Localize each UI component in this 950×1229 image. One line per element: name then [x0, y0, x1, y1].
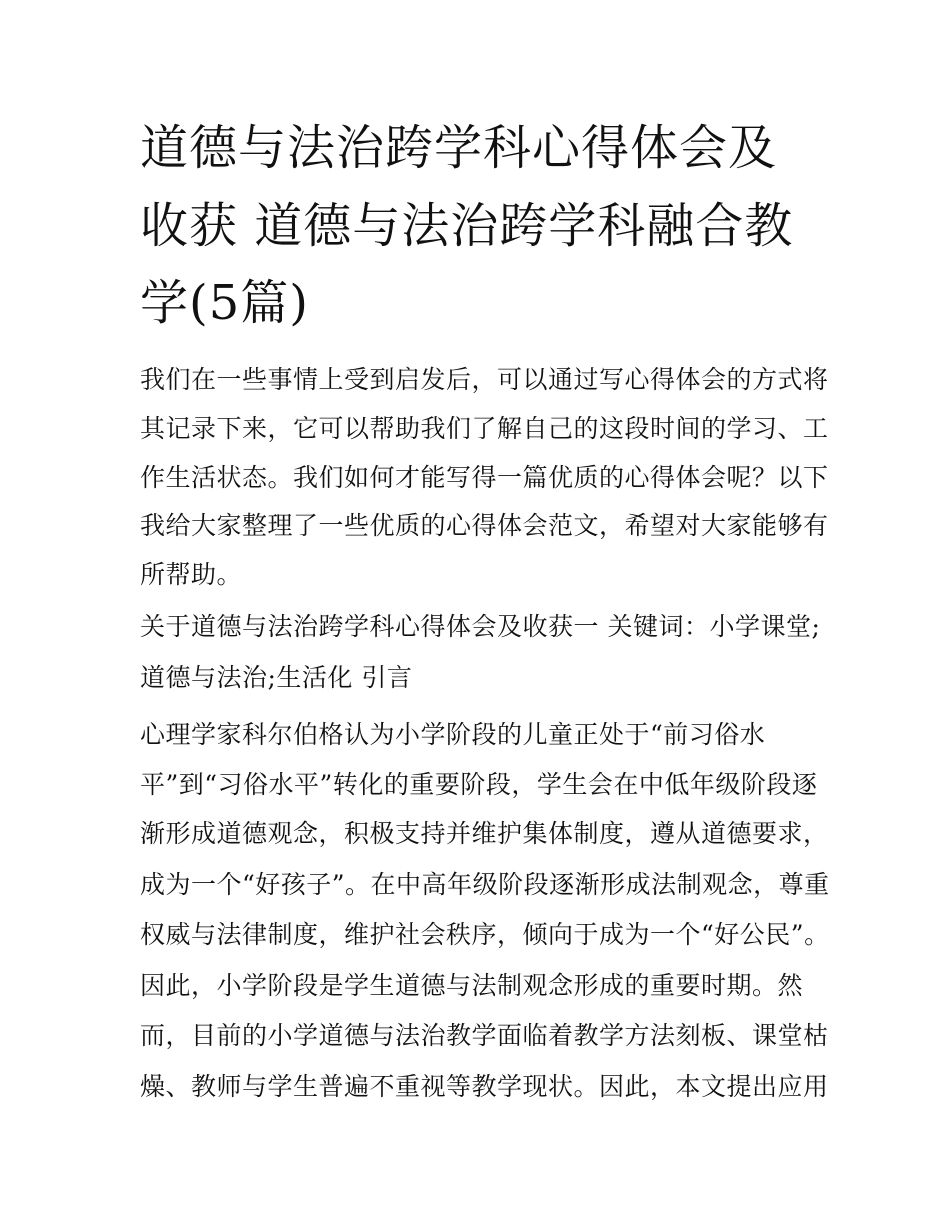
- body-text-line: 因此，小学阶段是学生道德与法制观念形成的重要时期。然: [140, 971, 804, 1000]
- body-text-line: 平”到“习俗水平”转化的重要阶段，学生会在中低年级阶段逐: [140, 770, 818, 799]
- body-text-line: 关于道德与法治跨学科心得体会及收获一 关键词：小学课堂;: [140, 612, 821, 641]
- body-text-line: 成为一个“好孩子”。在中高年级阶段逐渐形成法制观念，尊重: [140, 870, 830, 899]
- body-text-line: 道德与法治;生活化 引言: [140, 663, 413, 692]
- body-text-line: 渐形成道德观念，积极支持并维护集体制度，遵从道德要求，: [140, 819, 829, 848]
- body-text-line: 所帮助。: [140, 560, 243, 589]
- document-title-line: 学(5篇): [140, 275, 309, 331]
- document-title-line: 收获 道德与法治跨学科融合教: [140, 198, 794, 254]
- body-text-line: 而，目前的小学道德与法治教学面临着教学方法刻板、课堂枯: [140, 1021, 829, 1050]
- body-text-line: 其记录下来，它可以帮助我们了解自己的这段时间的学习、工: [140, 414, 829, 443]
- body-text-line: 燥、教师与学生普遍不重视等教学现状。因此，本文提出应用: [140, 1072, 829, 1101]
- body-text-line: 我给大家整理了一些优质的心得体会范文，希望对大家能够有: [140, 511, 829, 540]
- body-text-line: 作生活状态。我们如何才能写得一篇优质的心得体会呢？以下: [140, 463, 829, 492]
- body-text-line: 心理学家科尔伯格认为小学阶段的儿童正处于“前习俗水: [140, 720, 766, 749]
- body-text-line: 我们在一些事情上受到启发后，可以通过写心得体会的方式将: [140, 365, 829, 394]
- body-text-line: 权威与法律制度，维护社会秩序，倾向于成为一个“好公民”。: [140, 920, 830, 949]
- document-title-line: 道德与法治跨学科心得体会及: [140, 120, 778, 176]
